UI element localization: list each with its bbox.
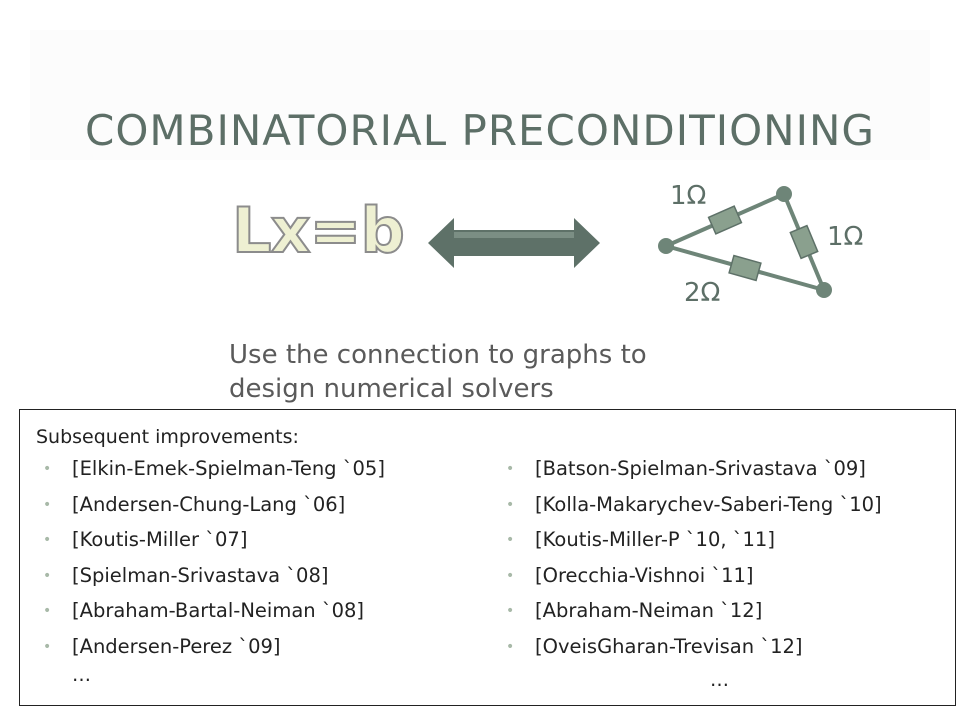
list-item [43,597,385,633]
reference-text: [Koutis-Miller-P `10, `11] [535,528,775,551]
reference-text: [Batson-Spielman-Srivastava `09] [535,457,866,480]
resistor-label-top: 1Ω [670,181,707,211]
improvements-box [19,409,956,706]
slide-title: COMBINATORIAL PRECONDITIONING [85,106,875,155]
bullet-icon: • [506,638,515,655]
resistor-top [709,206,742,234]
left-ellipsis: … [72,664,91,686]
list-item [43,633,385,669]
reference-text: [Abraham-Neiman `12] [535,599,763,622]
references-left-list [43,455,385,668]
caption-line: design numerical solvers [229,374,554,404]
resistor-right [790,226,817,259]
double-arrow-icon [428,218,600,268]
node-top [776,186,792,202]
reference-text: [Koutis-Miller `07] [72,528,248,551]
resistor-label-bottom: 2Ω [684,278,721,308]
bullet-icon: • [506,496,515,513]
node-left [658,238,674,254]
reference-text: [Andersen-Perez `09] [72,634,281,658]
reference-text: [Orecchia-Vishnoi `11] [535,563,754,587]
list-item [506,633,882,669]
equation-graphic [228,192,404,267]
references-right-list [506,455,882,668]
reference-text: [Elkin-Emek-Spielman-Teng `05] [72,457,385,480]
list-item [43,455,385,491]
caption-line: Use the connection to graphs to [229,340,647,370]
bullet-icon: • [43,603,52,619]
resistor-bottom [729,256,761,281]
equation-text: Lx=b [232,194,404,267]
caption [229,338,647,406]
bullet-icon: • [43,532,52,548]
bullet-icon: • [506,461,515,477]
bullet-icon: • [43,567,52,584]
bullet-icon: • [506,603,515,619]
list-item [506,597,882,633]
node-bottom [816,282,832,298]
resistor-label-right: 1Ω [827,222,864,252]
reference-text: [OveisGharan-Trevisan `12] [535,634,803,658]
bullet-icon: • [43,461,52,477]
reference-text: [Kolla-Makarychev-Saberi-Teng `10] [535,492,882,516]
resistor-circuit-diagram [640,170,880,310]
list-item [506,491,882,527]
list-item [506,562,882,598]
bullet-icon: • [43,638,52,655]
right-ellipsis: … [710,669,729,691]
improvements-heading: Subsequent improvements: [36,426,299,448]
bullet-icon: • [506,567,515,584]
list-item [43,526,385,562]
list-item [506,455,882,491]
reference-text: [Spielman-Srivastava `08] [72,563,329,587]
list-item [43,562,385,598]
list-item [43,491,385,527]
reference-text: [Abraham-Bartal-Neiman `08] [72,599,365,622]
bullet-icon: • [43,496,52,513]
bullet-icon: • [506,532,515,548]
list-item [506,526,882,562]
reference-text: [Andersen-Chung-Lang `06] [72,492,346,516]
